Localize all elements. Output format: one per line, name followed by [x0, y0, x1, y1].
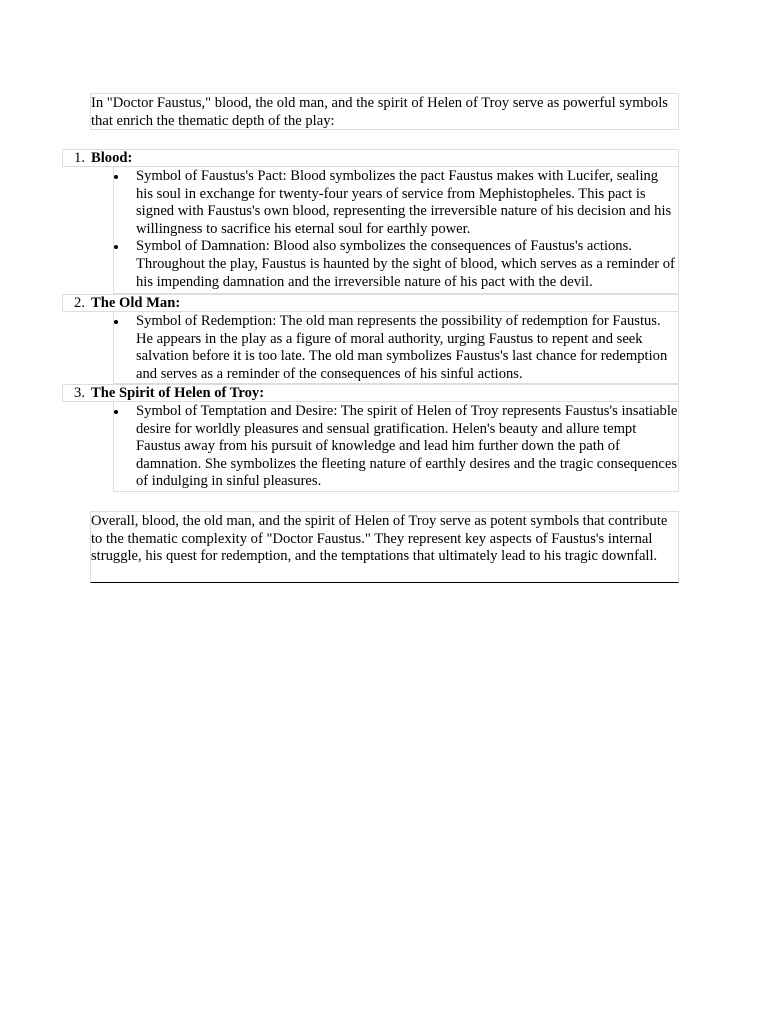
bullet-icon [114, 320, 118, 324]
section-number: 2. [74, 295, 85, 311]
section-number: 1. [74, 150, 85, 166]
bullet-icon [114, 175, 118, 179]
section-bullets-blood [113, 167, 679, 294]
list-item [114, 403, 678, 491]
list-item [114, 313, 678, 383]
section-number: 3. [74, 385, 85, 401]
bullet-text: Symbol of Damnation: Blood also symbolizes the consequences of Faustus's actions. Throughout the play, Faustus is haunted by the sight of blood, which serves as a reminder of his impending damnation and the irreversible nature of his pact with the devil. [136, 238, 675, 290]
intro-text: In "Doctor Faustus," blood, the old man, and the spirit of Helen of Troy serve as powerful symbols that enrich the thematic depth of the play: [91, 95, 668, 129]
bullet-text: Symbol of Faustus's Pact: Blood symbolizes the pact Faustus makes with Lucifer, sealing his soul in exchange for twenty-four years of service from Mephistopheles. This pact is signed with Faustus's own blood, representing the irreversible nature of his decision and his willingness to sacrifice his eternal soul for earthly power. [136, 168, 672, 237]
section-bullets-old-man [113, 312, 679, 384]
bullet-text: Symbol of Redemption: The old man represents the possibility of redemption for Faustus. He appears in the play as a figure of moral authority, urging Faustus to repent and seek salvation before it is too late. The old man symbolizes Faustus's last chance for redemption and serves as a reminder of the consequences of his sinful actions. [136, 313, 668, 382]
intro-paragraph [90, 93, 679, 130]
section-bullets-helen [113, 402, 679, 492]
bullet-icon [114, 245, 118, 249]
section-title: The Old Man: [91, 295, 181, 311]
conclusion-text: Overall, blood, the old man, and the spirit of Helen of Troy serve as potent symbols that contribute to the thematic complexity of "Doctor Faustus." They represent key aspects of Faustus's internal struggle, his quest for redemption, and the temptations that ultimately lead to his tragic downfall. [91, 513, 668, 565]
section-title: The Spirit of Helen of Troy: [91, 385, 265, 401]
list-item [114, 168, 678, 238]
section-heading-blood [62, 149, 679, 167]
section-title: Blood: [91, 150, 133, 166]
list-item [114, 238, 678, 291]
bullet-text: Symbol of Temptation and Desire: The spirit of Helen of Troy represents Faustus's insatiable desire for worldly pleasures and sensual gratification. Helen's beauty and allure tempt Faustus away from his pursuit of knowledge and lead him further down the path of damnation. She symbolizes the fleeting nature of earthly desires and the tragic consequences of indulging in sinful pleasures. [136, 403, 678, 490]
conclusion-paragraph [90, 511, 679, 583]
section-heading-helen [62, 384, 679, 402]
bullet-icon [114, 410, 118, 414]
section-heading-old-man [62, 294, 679, 312]
